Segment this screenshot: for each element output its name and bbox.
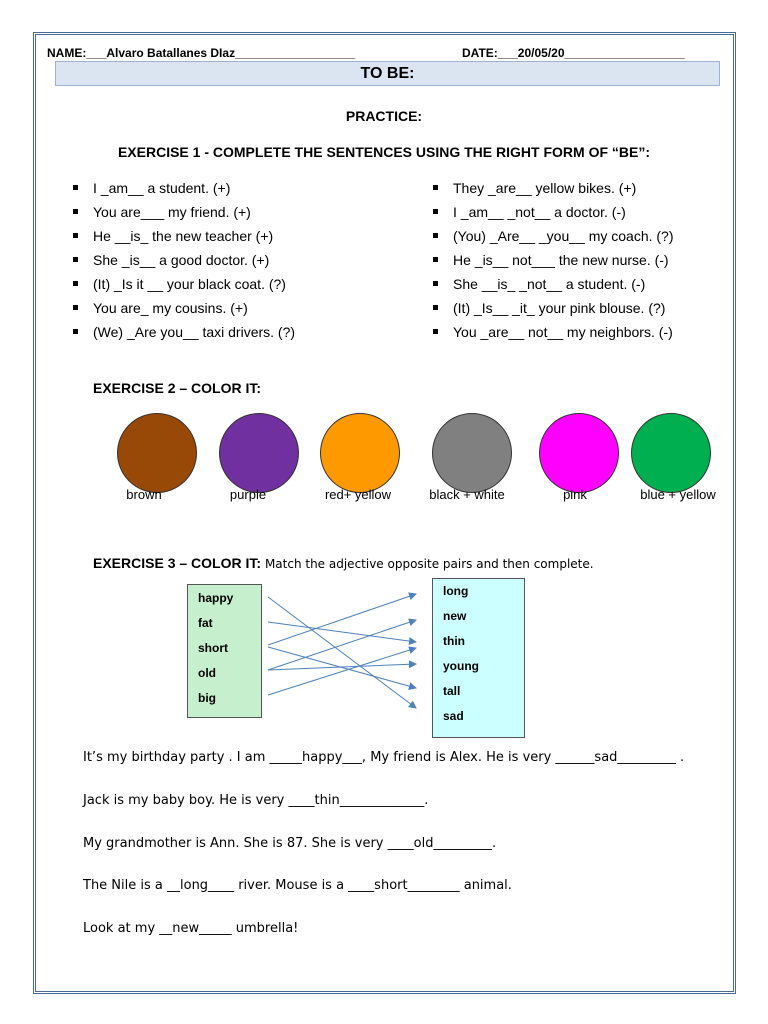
completion-sentence: Jack is my baby boy. He is very ____thin_____________. <box>83 793 429 808</box>
sentence-text: They _are__ yellow bikes. (+) <box>453 180 637 196</box>
sentence-text: (We) _Are you__ taxi drivers. (?) <box>93 324 296 340</box>
completion-sentence: The Nile is a __long____ river. Mouse is a ____short________ animal. <box>83 878 512 893</box>
sentence-text: (You) _Are__ _you__ my coach. (?) <box>453 228 674 244</box>
adjective-word: long <box>443 584 469 598</box>
color-label: blue + yellow <box>640 487 716 502</box>
sentence-text: I _am__ a student. (+) <box>93 180 231 196</box>
sentence-text: She __is_ _not__ a student. (-) <box>453 276 646 292</box>
date-line: DATE:___20/05/20__________________ <box>462 46 685 60</box>
color-label: purple <box>229 487 267 502</box>
color-label: brown <box>126 487 162 502</box>
sentence-text: You are_ my cousins. (+) <box>93 300 248 316</box>
sentence-text: He _is__ not___ the new nurse. (-) <box>453 252 669 268</box>
practice-heading: PRACTICE: <box>345 108 423 124</box>
adjective-word: tall <box>443 684 461 698</box>
sentence-text: He __is_ the new teacher (+) <box>93 228 274 244</box>
adjective-word: happy <box>198 591 234 605</box>
name-line: NAME:___Alvaro Batallanes DIaz__________________ <box>47 46 356 60</box>
arrow-fat-thin <box>268 622 416 642</box>
arrow-old-young <box>268 664 416 670</box>
sentence-text: You _are__ not__ my neighbors. (-) <box>453 324 673 340</box>
arrow-old-new <box>268 620 416 670</box>
color-label: black + white <box>429 487 505 502</box>
adjective-word: big <box>198 691 216 705</box>
page-title: TO BE: <box>360 64 415 82</box>
sentence-text: (It) _Is it __ your black coat. (?) <box>93 276 286 292</box>
exercise3-heading: EXERCISE 3 – COLOR IT: <box>93 555 262 571</box>
arrow-happy-sad <box>268 597 416 708</box>
adjective-word: short <box>198 641 228 655</box>
completion-sentence: It’s my birthday party . I am _____happy___, My friend is Alex. He is very ______sad_________ . <box>83 750 685 765</box>
sentence-text: She _is__ a good doctor. (+) <box>93 252 270 268</box>
exercise3-instruction: Match the adjective opposite pairs and then complete. <box>264 557 594 571</box>
adjective-word: new <box>443 609 467 623</box>
exercise1-heading: EXERCISE 1 - COMPLETE THE SENTENCES USING THE RIGHT FORM OF “BE”: <box>117 144 651 160</box>
adjective-word: fat <box>198 616 213 630</box>
arrow-short-long <box>268 594 416 645</box>
arrow-big-small <box>268 648 416 695</box>
sentence-text: I _am__ _not__ a doctor. (-) <box>453 204 626 220</box>
adjective-word: thin <box>443 634 465 648</box>
adjective-word: young <box>443 659 479 673</box>
sentence-text: You are___ my friend. (+) <box>93 204 251 220</box>
completion-sentence: My grandmother is Ann. She is 87. She is very ____old_________. <box>83 836 497 851</box>
completion-sentence: Look at my __new_____ umbrella! <box>83 921 299 936</box>
sentence-text: (It) _Is__ _it_ your pink blouse. (?) <box>453 300 666 316</box>
exercise2-heading: EXERCISE 2 – COLOR IT: <box>93 380 262 396</box>
color-label: red+ yellow <box>324 487 392 502</box>
adjective-word: old <box>198 666 216 680</box>
color-label: pink <box>563 487 587 502</box>
adjective-word: sad <box>443 709 464 723</box>
